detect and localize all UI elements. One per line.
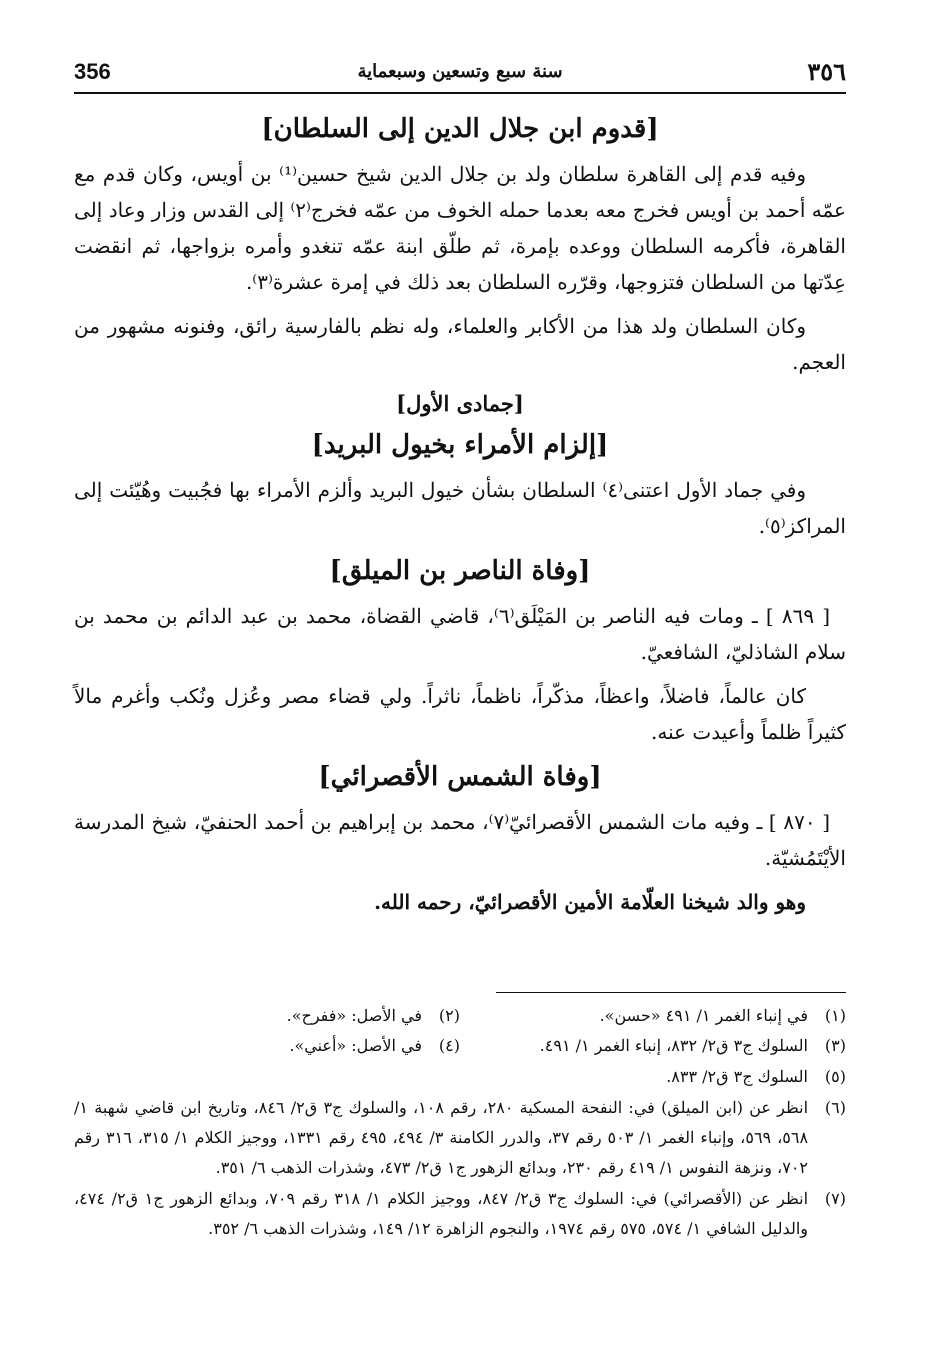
paragraph-arrival-2: وكان السلطان ولد هذا من الأكابر والعلماء، وله نظم بالفارسية رائق، وفنونه مشهور من العجم. <box>74 314 846 374</box>
section-heading-post-horses: [إلزام الأمراء بخيول البريد] <box>311 430 609 460</box>
footnote-label: (٧) <box>824 1189 846 1208</box>
paragraph-arrival-1: وفيه قدم إلى القاهرة سلطان ولد بن جلال الدين شيخ حسين⁽¹⁾ بن أويس، وكان قدم مع عمّه أحمد بن أويس فخرج معه بعدما حمله الخوف من عمّه فخرج⁽٢⁾ إلى القدس وزار وعاد إلى القاهرة، فأكرمه السلطان ووعده بإمرة، ثم طلّق ابنة عمّه تنغدو وأمره بزواجها، ثم انقضت عِدّتها من السلطان فتزوجها، وقرّره السلطان بعد ذلك في إمرة عشرة⁽٣⁾. <box>74 162 846 294</box>
footnote-text: انظر عن (الأقصرائي) في: السلوك ج٣ ق٢/ ٨٤٧، ووجيز الكلام ١/ ٣١٨ رقم ٧٠٩، وبدائع الزهور ج١ ق٢/ ٤٧٤، والدليل الشافي ١/ ٥٧٤، ٥٧٥ رقم ١٩٧٤، والنجوم الزاهرة ١٢/ ١٤٩، وشذرات الذهب ٦/ ٣٥٢. <box>74 1189 809 1238</box>
footnote-row <box>74 1031 846 1061</box>
footnote-label: (٥) <box>824 1067 846 1086</box>
footnote-2 <box>74 1001 460 1031</box>
paragraph-ibn-almaylaq-2: كان عالماً، فاضلاً، واعظاً، مذكّراً، ناظماً، ناثراً. ولي قضاء مصر وعُزل ونُكب وأغرم مالاً كثيراً ظلماً وأعيدت عنه. <box>74 684 846 744</box>
footnote-5 <box>74 1062 846 1092</box>
footnote-divider <box>496 992 846 993</box>
section-heading-arrival: [قدوم ابن جلال الدين إلى السلطان] <box>261 114 659 144</box>
footnote-3 <box>460 1031 846 1061</box>
running-title: سنة سبع وتسعين وسبعماية <box>357 61 563 82</box>
footnote-4 <box>74 1031 460 1061</box>
month-heading: [جمادى الأول] <box>396 391 524 416</box>
footnote-label: (١) <box>824 1006 846 1025</box>
footnote-6 <box>74 1093 846 1183</box>
page-number-latin: 356 <box>74 59 111 84</box>
page-number-arabic: ٣٥٦ <box>807 57 846 86</box>
section-heading-ibn-almaylaq: [وفاة الناصر بن الميلق] <box>329 556 591 586</box>
footnote-label: (٦) <box>824 1098 846 1117</box>
footnote-text: السلوك ج٣ ق٢/ ٨٣٢، إنباء الغمر ١/ ٤٩١. <box>539 1036 808 1055</box>
main-text <box>74 110 846 928</box>
footnote-text: في الأصل: «أعني». <box>289 1036 422 1055</box>
footnote-label: (٤) <box>438 1036 460 1055</box>
footnote-text: انظر عن (ابن الميلق) في: النفحة المسكية ٢٨٠، رقم ١٠٨، والسلوك ج٣ ق٢/ ٨٤٦، وتاريخ ابن قاضي شهبة ١/ ٥٦٨، ٥٦٩، وإنباء الغمر ١/ ٥٠٣ رقم ٣٧، والدرر الكامنة ٣/ ٤٩٤، ٤٩٥ رقم ١٣٣١، ووجيز الكلام ١/ ٣١٥، ٣١٦ رقم ٧٠٢، ونزهة النفوس ١/ ٤١٩ رقم ٢٣٠، وبدائع الزهور ج١ ق٢/ ٤٧٣، وشذرات الذهب ٦/ ٣٥١. <box>74 1098 809 1177</box>
paragraph-ibn-almaylaq-1: [ ٨٦٩ ] ـ ومات فيه الناصر بن المَيْلَق⁽٦⁾، قاضي القضاة، محمد بن عبد الدائم بن محمد بن سلام الشاذليّ، الشافعيّ. <box>74 604 846 664</box>
running-header <box>74 56 846 94</box>
footnote-text: في الأصل: «ففرح». <box>286 1006 422 1025</box>
footnote-label: (٢) <box>438 1006 460 1025</box>
paragraph-aqsarai-1: [ ٨٧٠ ] ـ وفيه مات الشمس الأقصرائيّ⁽٧⁾، محمد بن إبراهيم بن أحمد الحنفيّ، شيخ المدرسة الأيْتَمُشيّة. <box>74 810 846 870</box>
footnote-1 <box>460 1001 846 1031</box>
footnote-text: السلوك ج٣ ق٢/ ٨٣٣. <box>666 1067 808 1086</box>
section-heading-aqsarai: [وفاة الشمس الأقصرائي] <box>318 762 602 792</box>
footnotes <box>74 992 846 1244</box>
paragraph-post-horses: وفي جماد الأول اعتنى⁽٤⁾ السلطان بشأن خيول البريد وألزم الأمراء بها فجُبيت وهُيّئت إلى المراكز⁽٥⁾. <box>74 478 846 538</box>
footnote-row <box>74 1001 846 1031</box>
paragraph-aqsarai-2: وهو والد شيخنا العلّامة الأمين الأقصرائيّ، رحمه الله. <box>374 890 806 914</box>
footnote-text: في إنباء الغمر ١/ ٤٩١ «حسن». <box>599 1006 808 1025</box>
footnote-label: (٣) <box>824 1036 846 1055</box>
footnote-7 <box>74 1184 846 1244</box>
